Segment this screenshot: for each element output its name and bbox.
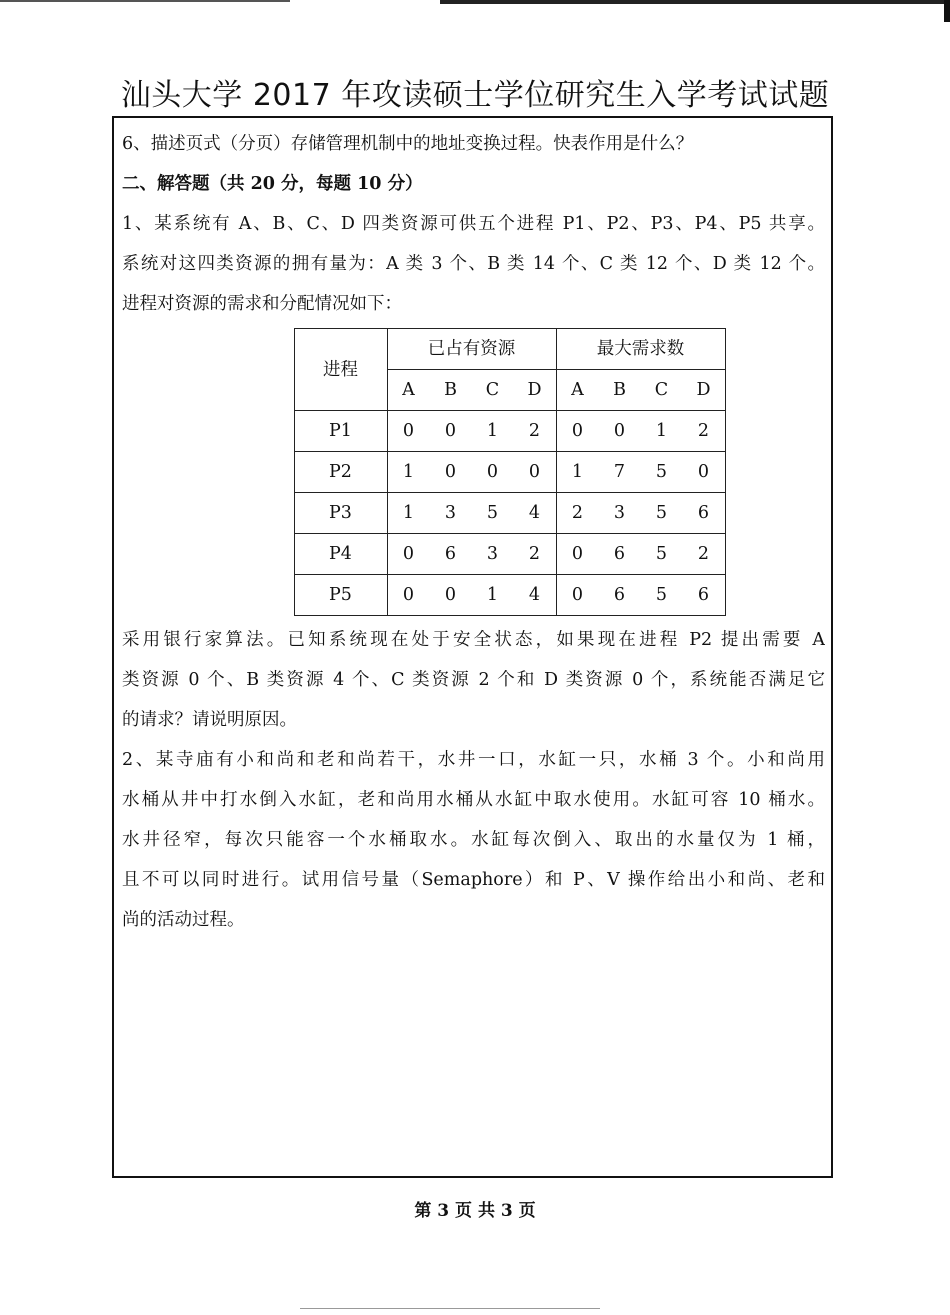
- max-value-cell: 5: [655, 585, 668, 605]
- max-value-cell: 1: [655, 421, 668, 441]
- allocated-value-cell: 1: [486, 421, 499, 441]
- content-frame: [112, 116, 833, 1178]
- max-value-cell: 0: [571, 544, 584, 564]
- max-value-cell: 0: [697, 462, 710, 482]
- process-cell: P2: [294, 452, 387, 493]
- max-value-cell: 0: [571, 585, 584, 605]
- section-heading: 二、解答题（共 20 分，每题 10 分）: [122, 174, 423, 194]
- header-process: 进程: [294, 329, 387, 411]
- process-cell: P4: [294, 534, 387, 575]
- letter-cell: A: [571, 380, 584, 400]
- resource-table: [294, 328, 726, 616]
- page-footer: 第 3 页 共 3 页: [414, 1201, 536, 1221]
- max-value-cell: 7: [613, 462, 626, 482]
- max-values: [556, 575, 725, 616]
- scan-edge-bottom: [300, 1308, 600, 1309]
- process-cell: P1: [294, 411, 387, 452]
- max-value-cell: 5: [655, 544, 668, 564]
- scan-edge-top-right: [440, 0, 950, 4]
- scan-mark-right: [944, 0, 950, 22]
- allocated-value-cell: 0: [486, 462, 499, 482]
- max-value-cell: 6: [613, 544, 626, 564]
- allocated-value-cell: 0: [528, 462, 541, 482]
- exam-title: 汕头大学 2017 年攻读硕士学位研究生入学考试试题: [120, 78, 830, 113]
- allocated-value-cell: 2: [528, 544, 541, 564]
- table-row: [294, 493, 725, 534]
- allocated-value-cell: 4: [528, 503, 541, 523]
- allocated-value-cell: 3: [486, 544, 499, 564]
- max-value-cell: 3: [613, 503, 626, 523]
- max-value-cell: 2: [697, 421, 710, 441]
- table-row: [294, 411, 725, 452]
- allocated-values: [387, 534, 556, 575]
- allocated-value-cell: 0: [402, 585, 415, 605]
- resource-table-wrap: [122, 328, 825, 616]
- allocated-value-cell: 0: [402, 421, 415, 441]
- letter-cell: B: [613, 380, 626, 400]
- max-value-cell: 0: [613, 421, 626, 441]
- allocated-value-cell: 1: [486, 585, 499, 605]
- letter-cell: C: [485, 380, 500, 400]
- allocated-value-cell: 2: [528, 421, 541, 441]
- header-max: 最大需求数: [556, 329, 725, 370]
- max-value-cell: 6: [697, 585, 710, 605]
- max-value-cell: 6: [613, 585, 626, 605]
- table-header-row: [294, 329, 725, 370]
- letter-cell: D: [527, 380, 542, 400]
- letter-cell: B: [444, 380, 457, 400]
- scan-edge-top-left: [0, 0, 290, 2]
- letter-cell: A: [402, 380, 415, 400]
- process-cell: P3: [294, 493, 387, 534]
- question-2-line-5: 尚的活动过程。: [122, 910, 245, 930]
- allocated-value-cell: 1: [402, 462, 415, 482]
- allocated-letters: [387, 370, 556, 411]
- question-1-line-3: 进程对资源的需求和分配情况如下：: [122, 294, 402, 314]
- header-allocated: 已占有资源: [387, 329, 556, 370]
- letter-cell: C: [654, 380, 669, 400]
- max-values: [556, 452, 725, 493]
- question-1-line-1: 1、某系统有 A、B、C、D 四类资源可供五个进程 P1、P2、P3、P4、P5 共享。: [122, 214, 825, 234]
- max-value-cell: 6: [697, 503, 710, 523]
- max-letters: [556, 370, 725, 411]
- allocated-values: [387, 452, 556, 493]
- question-2-line-1: 2、某寺庙有小和尚和老和尚若干，水井一口，水缸一只，水桶 3 个。小和尚用: [122, 750, 825, 770]
- max-values: [556, 534, 725, 575]
- table-row: [294, 575, 725, 616]
- allocated-value-cell: 0: [444, 585, 457, 605]
- question-1-after-line-2: 类资源 0 个、B 类资源 4 个、C 类资源 2 个和 D 类资源 0 个，系统能否满足它: [122, 670, 825, 690]
- max-value-cell: 5: [655, 462, 668, 482]
- allocated-value-cell: 4: [528, 585, 541, 605]
- allocated-value-cell: 5: [486, 503, 499, 523]
- max-value-cell: 0: [571, 421, 584, 441]
- question-6: 6、描述页式（分页）存储管理机制中的地址变换过程。快表作用是什么？: [122, 134, 694, 154]
- max-values: [556, 411, 725, 452]
- question-1-line-2: 系统对这四类资源的拥有量为：A 类 3 个、B 类 14 个、C 类 12 个、D 类 12 个。: [122, 254, 825, 274]
- allocated-value-cell: 1: [402, 503, 415, 523]
- max-value-cell: 2: [571, 503, 584, 523]
- table-row: [294, 534, 725, 575]
- question-1-after-line-1: 采用银行家算法。已知系统现在处于安全状态，如果现在进程 P2 提出需要 A: [122, 630, 825, 650]
- allocated-value-cell: 0: [444, 462, 457, 482]
- allocated-value-cell: 6: [444, 544, 457, 564]
- allocated-values: [387, 493, 556, 534]
- max-value-cell: 5: [655, 503, 668, 523]
- max-value-cell: 2: [697, 544, 710, 564]
- process-cell: P5: [294, 575, 387, 616]
- max-value-cell: 1: [571, 462, 584, 482]
- question-1-after-line-3: 的请求？请说明原因。: [122, 710, 297, 730]
- content-body: [122, 124, 825, 940]
- question-2-line-2: 水桶从井中打水倒入水缸，老和尚用水桶从水缸中取水使用。水缸可容 10 桶水。: [122, 790, 825, 810]
- max-values: [556, 493, 725, 534]
- allocated-value-cell: 0: [402, 544, 415, 564]
- allocated-value-cell: 3: [444, 503, 457, 523]
- allocated-values: [387, 411, 556, 452]
- question-2-line-4: 且不可以同时进行。试用信号量（Semaphore）和 P、V 操作给出小和尚、老和: [122, 870, 825, 890]
- allocated-value-cell: 0: [444, 421, 457, 441]
- question-2-line-3: 水井径窄，每次只能容一个水桶取水。水缸每次倒入、取出的水量仅为 1 桶，: [122, 830, 825, 850]
- allocated-values: [387, 575, 556, 616]
- table-row: [294, 452, 725, 493]
- letter-cell: D: [696, 380, 711, 400]
